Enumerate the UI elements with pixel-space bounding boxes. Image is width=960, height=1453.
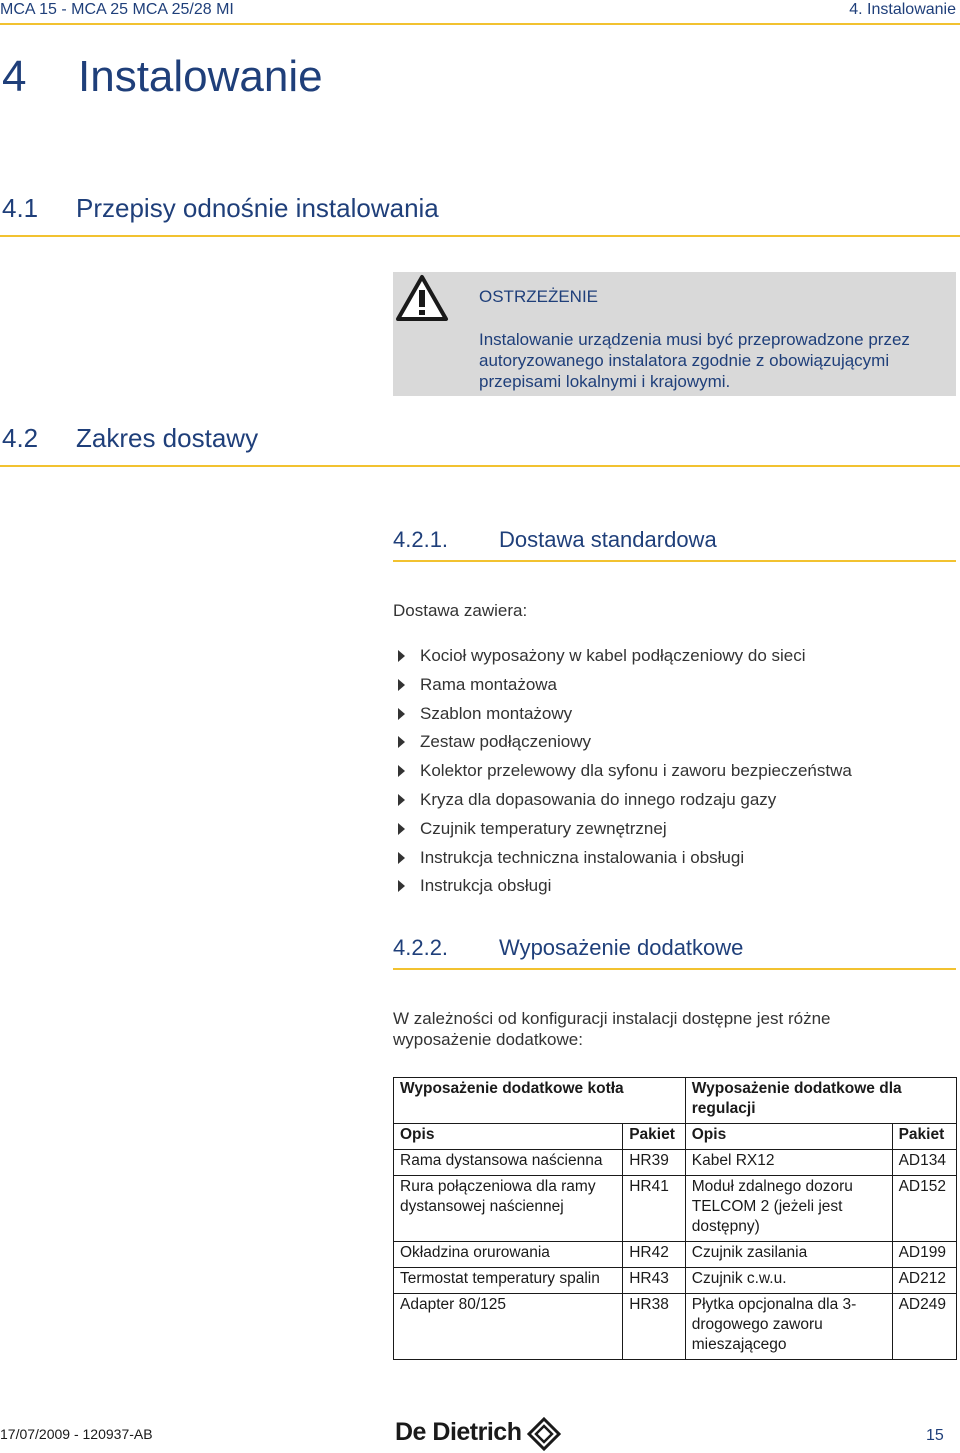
table-cell: AD134 (892, 1150, 956, 1176)
table-group-boiler: Wyposażenie dodatkowe kotła (394, 1078, 686, 1124)
table-cell: Moduł zdalnego dozoru TELCOM 2 (jeżeli jest dostępny) (685, 1176, 892, 1242)
table-row (394, 1268, 957, 1294)
table-cell: HR42 (623, 1242, 686, 1268)
page-number: 15 (926, 1427, 944, 1444)
section-rule (0, 235, 960, 237)
table-group-header-row (394, 1078, 957, 1124)
table-row (394, 1294, 957, 1360)
accessories-intro: W zależności od konfiguracji instalacji dostępne jest różne wyposażenie dodatkowe: (393, 1009, 831, 1049)
section-number: 4.2 (2, 423, 39, 453)
bullet-arrow-icon (398, 794, 405, 806)
bullet-arrow-icon (398, 736, 405, 748)
bullet-arrow-icon (398, 823, 405, 835)
table-cell: Czujnik zasilania (685, 1242, 892, 1268)
subsection-title: Dostawa standardowa (499, 527, 717, 552)
table-cell: Rama dystansowa naścienna (394, 1150, 623, 1176)
bullet-arrow-icon (398, 880, 405, 892)
header-rule (0, 23, 960, 25)
subsection-heading-4-2-1 (393, 527, 717, 553)
subsection-number: 4.2.1. (393, 527, 449, 552)
table-cell: AD199 (892, 1242, 956, 1268)
bullet-arrow-icon (398, 679, 405, 691)
table-cell: HR43 (623, 1268, 686, 1294)
section-rule (0, 465, 960, 467)
brand-diamond-icon (527, 1417, 561, 1451)
table-cell: AD212 (892, 1268, 956, 1294)
subsection-number: 4.2.2. (393, 935, 449, 960)
bullet-arrow-icon (398, 765, 405, 777)
subsection-heading-4-2-2 (393, 935, 743, 961)
table-cell: Kabel RX12 (685, 1150, 892, 1176)
table-row (394, 1242, 957, 1268)
bullet-arrow-icon (398, 708, 405, 720)
table-cell: Rura połączeniowa dla ramy dystansowej naściennej (394, 1176, 623, 1242)
table-header-row (394, 1124, 957, 1150)
subsection-title: Wyposażenie dodatkowe (499, 935, 744, 960)
bullet-arrow-icon (398, 650, 405, 662)
table-cell: HR41 (623, 1176, 686, 1242)
section-heading-4-1 (2, 193, 439, 224)
table-cell: AD249 (892, 1294, 956, 1360)
bullet-arrow-icon (398, 852, 405, 864)
table-cell: Termostat temperatury spalin (394, 1268, 623, 1294)
table-cell: Adapter 80/125 (394, 1294, 623, 1360)
accessories-table (393, 1077, 957, 1360)
table-cell: Okładzina orurowania (394, 1242, 623, 1268)
subsection-rule (393, 968, 956, 970)
brand-logo (395, 1418, 565, 1450)
warning-triangle-icon (395, 274, 449, 322)
warning-title: OSTRZEŻENIE (479, 287, 599, 306)
column-header: Pakiet (623, 1124, 686, 1150)
table-cell: AD152 (892, 1176, 956, 1242)
section-number: 4.1 (2, 193, 39, 223)
section-title: Zakres dostawy (76, 423, 259, 453)
header-document-title: MCA 15 - MCA 25 MCA 25/28 MI (0, 1, 234, 18)
table-row (394, 1176, 957, 1242)
table-cell: Czujnik c.w.u. (685, 1268, 892, 1294)
chapter-title: Instalowanie (78, 52, 323, 101)
footer-date-code: 17/07/2009 - 120937-AB (0, 1426, 153, 1442)
chapter-number: 4 (2, 52, 27, 101)
table-cell: HR38 (623, 1294, 686, 1360)
column-header: Pakiet (892, 1124, 956, 1150)
column-header: Opis (685, 1124, 892, 1150)
table-group-regulation: Wyposażenie dodatkowe dla regulacji (685, 1078, 956, 1124)
column-header: Opis (394, 1124, 623, 1150)
warning-text: Instalowanie urządzenia musi być przeprowadzone przez autoryzowanego instalatora zgodnie z obowiązującymi przepisami lokalnymi i krajowymi. (479, 330, 910, 391)
page-header (0, 0, 960, 22)
section-heading-4-2 (2, 423, 258, 454)
table-row (394, 1150, 957, 1176)
table-cell: HR39 (623, 1150, 686, 1176)
section-title: Przepisy odnośnie instalowania (76, 193, 439, 223)
subsection-rule (393, 560, 956, 562)
brand-name: De Dietrich (395, 1418, 522, 1446)
delivery-intro: Dostawa zawiera: (393, 601, 528, 620)
chapter-heading (2, 52, 323, 102)
warning-box (393, 272, 956, 396)
header-chapter: 4. Instalowanie (849, 1, 956, 18)
table-cell: Płytka opcjonalna dla 3-drogowego zaworu mieszającego (685, 1294, 892, 1360)
